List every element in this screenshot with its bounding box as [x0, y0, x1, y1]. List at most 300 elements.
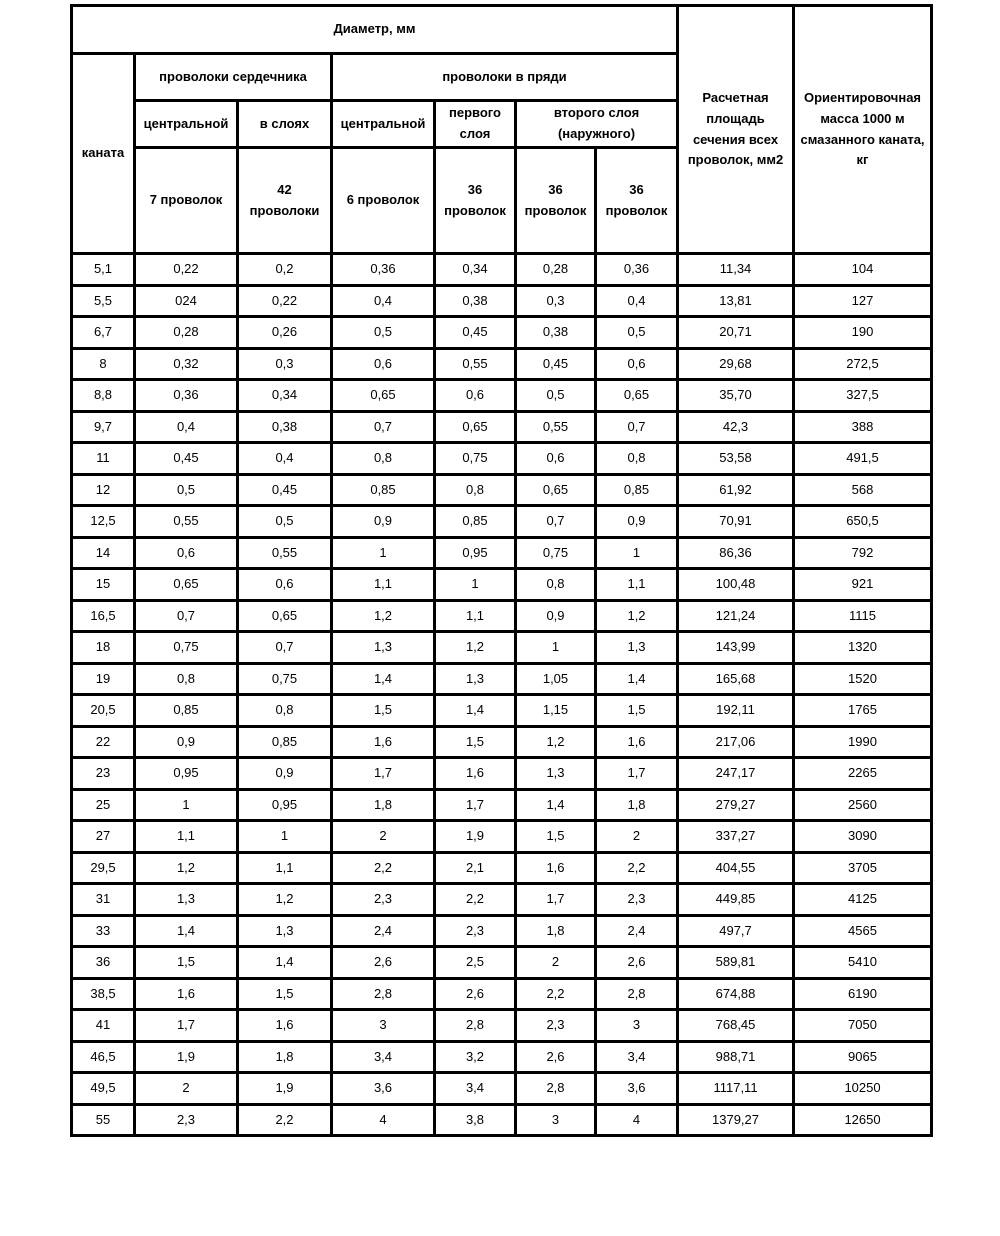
value-cell: 143,99	[678, 632, 794, 664]
value-cell: 449,85	[678, 884, 794, 916]
value-cell: 0,8	[332, 443, 435, 475]
value-cell: 1,6	[238, 1010, 332, 1042]
value-cell: 1,5	[596, 695, 678, 727]
value-cell: 0,65	[435, 411, 516, 443]
value-cell: 0,6	[135, 537, 238, 569]
value-cell: 1,7	[596, 758, 678, 790]
value-cell: 0,26	[238, 317, 332, 349]
value-cell: 0,8	[596, 443, 678, 475]
table-row	[72, 474, 932, 506]
value-cell: 0,6	[516, 443, 596, 475]
rope-diameter-cell: 31	[72, 884, 135, 916]
value-cell: 2	[332, 821, 435, 853]
value-cell: 100,48	[678, 569, 794, 601]
value-cell: 2,1	[435, 852, 516, 884]
value-cell: 0,9	[238, 758, 332, 790]
value-cell: 0,95	[435, 537, 516, 569]
value-cell: 2,4	[332, 915, 435, 947]
value-cell: 0,65	[238, 600, 332, 632]
header-core-central: центральной	[135, 101, 238, 148]
value-cell: 1,7	[135, 1010, 238, 1042]
header-strand-first-layer: первого слоя	[435, 101, 516, 148]
value-cell: 11,34	[678, 254, 794, 286]
value-cell: 4565	[794, 915, 932, 947]
value-cell: 2,2	[516, 978, 596, 1010]
rope-diameter-cell: 23	[72, 758, 135, 790]
value-cell: 568	[794, 474, 932, 506]
value-cell: 0,4	[238, 443, 332, 475]
value-cell: 1	[435, 569, 516, 601]
header-core-central-count: 7 проволок	[135, 148, 238, 254]
value-cell: 1,2	[332, 600, 435, 632]
value-cell: 1,5	[516, 821, 596, 853]
header-diameter-group: Диаметр, мм	[72, 6, 678, 54]
rope-diameter-cell: 33	[72, 915, 135, 947]
value-cell: 192,11	[678, 695, 794, 727]
table-row	[72, 632, 932, 664]
value-cell: 589,81	[678, 947, 794, 979]
value-cell: 1379,27	[678, 1104, 794, 1136]
value-cell: 1,3	[332, 632, 435, 664]
value-cell: 10250	[794, 1073, 932, 1105]
value-cell: 1,9	[135, 1041, 238, 1073]
value-cell: 0,7	[135, 600, 238, 632]
value-cell: 0,9	[135, 726, 238, 758]
value-cell: 0,8	[135, 663, 238, 695]
value-cell: 2,2	[596, 852, 678, 884]
value-cell: 2,8	[516, 1073, 596, 1105]
value-cell: 70,91	[678, 506, 794, 538]
value-cell: 2,2	[435, 884, 516, 916]
value-cell: 0,6	[238, 569, 332, 601]
value-cell: 491,5	[794, 443, 932, 475]
table-row	[72, 380, 932, 412]
value-cell: 404,55	[678, 852, 794, 884]
rope-diameter-cell: 19	[72, 663, 135, 695]
value-cell: 2265	[794, 758, 932, 790]
value-cell: 0,5	[238, 506, 332, 538]
value-cell: 6190	[794, 978, 932, 1010]
value-cell: 3	[596, 1010, 678, 1042]
value-cell: 2,8	[435, 1010, 516, 1042]
value-cell: 1,5	[238, 978, 332, 1010]
rope-diameter-cell: 18	[72, 632, 135, 664]
value-cell: 0,5	[332, 317, 435, 349]
rope-diameter-cell: 25	[72, 789, 135, 821]
table-row	[72, 947, 932, 979]
value-cell: 0,6	[596, 348, 678, 380]
table-row	[72, 443, 932, 475]
value-cell: 921	[794, 569, 932, 601]
value-cell: 4125	[794, 884, 932, 916]
value-cell: 0,34	[238, 380, 332, 412]
value-cell: 0,4	[135, 411, 238, 443]
value-cell: 1,1	[332, 569, 435, 601]
value-cell: 0,36	[135, 380, 238, 412]
value-cell: 0,36	[596, 254, 678, 286]
value-cell: 2,6	[516, 1041, 596, 1073]
rope-diameter-cell: 11	[72, 443, 135, 475]
table-row	[72, 695, 932, 727]
value-cell: 337,27	[678, 821, 794, 853]
value-cell: 1,3	[596, 632, 678, 664]
header-rope: каната	[72, 54, 135, 254]
value-cell: 1117,11	[678, 1073, 794, 1105]
value-cell: 3	[332, 1010, 435, 1042]
table-row	[72, 348, 932, 380]
table-row	[72, 884, 932, 916]
value-cell: 024	[135, 285, 238, 317]
value-cell: 53,58	[678, 443, 794, 475]
value-cell: 0,4	[596, 285, 678, 317]
rope-diameter-cell: 8	[72, 348, 135, 380]
value-cell: 0,45	[435, 317, 516, 349]
value-cell: 1115	[794, 600, 932, 632]
value-cell: 1,4	[435, 695, 516, 727]
value-cell: 5410	[794, 947, 932, 979]
value-cell: 1,4	[135, 915, 238, 947]
value-cell: 0,36	[332, 254, 435, 286]
value-cell: 2,6	[332, 947, 435, 979]
value-cell: 0,9	[596, 506, 678, 538]
value-cell: 3,4	[332, 1041, 435, 1073]
value-cell: 61,92	[678, 474, 794, 506]
table-row	[72, 254, 932, 286]
value-cell: 0,85	[435, 506, 516, 538]
table-row	[72, 285, 932, 317]
value-cell: 0,32	[135, 348, 238, 380]
value-cell: 0,34	[435, 254, 516, 286]
value-cell: 1,3	[238, 915, 332, 947]
rope-diameter-cell: 38,5	[72, 978, 135, 1010]
value-cell: 0,75	[135, 632, 238, 664]
value-cell: 1	[238, 821, 332, 853]
value-cell: 1,6	[135, 978, 238, 1010]
value-cell: 3,2	[435, 1041, 516, 1073]
value-cell: 0,65	[332, 380, 435, 412]
header-core-in-layers-count: 42 проволоки	[238, 148, 332, 254]
value-cell: 0,7	[238, 632, 332, 664]
header-core-wires-group: проволоки сердечника	[135, 54, 332, 101]
value-cell: 1,4	[596, 663, 678, 695]
value-cell: 0,85	[238, 726, 332, 758]
value-cell: 388	[794, 411, 932, 443]
value-cell: 0,45	[135, 443, 238, 475]
value-cell: 7050	[794, 1010, 932, 1042]
value-cell: 3705	[794, 852, 932, 884]
table-body	[72, 254, 932, 1136]
value-cell: 0,55	[435, 348, 516, 380]
value-cell: 650,5	[794, 506, 932, 538]
value-cell: 0,6	[332, 348, 435, 380]
value-cell: 674,88	[678, 978, 794, 1010]
value-cell: 3,4	[435, 1073, 516, 1105]
value-cell: 2,3	[435, 915, 516, 947]
value-cell: 121,24	[678, 600, 794, 632]
value-cell: 1,6	[596, 726, 678, 758]
value-cell: 1,5	[135, 947, 238, 979]
value-cell: 1,8	[332, 789, 435, 821]
value-cell: 0,55	[516, 411, 596, 443]
value-cell: 0,75	[435, 443, 516, 475]
value-cell: 1,3	[435, 663, 516, 695]
value-cell: 20,71	[678, 317, 794, 349]
value-cell: 0,9	[516, 600, 596, 632]
value-cell: 2,6	[596, 947, 678, 979]
rope-diameter-cell: 9,7	[72, 411, 135, 443]
table-row	[72, 978, 932, 1010]
rope-diameter-cell: 16,5	[72, 600, 135, 632]
rope-diameter-cell: 36	[72, 947, 135, 979]
value-cell: 0,85	[596, 474, 678, 506]
value-cell: 0,38	[435, 285, 516, 317]
value-cell: 0,45	[238, 474, 332, 506]
value-cell: 2,6	[435, 978, 516, 1010]
value-cell: 279,27	[678, 789, 794, 821]
rope-diameter-cell: 55	[72, 1104, 135, 1136]
value-cell: 190	[794, 317, 932, 349]
value-cell: 4	[596, 1104, 678, 1136]
value-cell: 3,6	[596, 1073, 678, 1105]
table-row	[72, 1010, 932, 1042]
value-cell: 9065	[794, 1041, 932, 1073]
value-cell: 1,7	[435, 789, 516, 821]
value-cell: 0,6	[435, 380, 516, 412]
value-cell: 0,75	[516, 537, 596, 569]
value-cell: 0,85	[135, 695, 238, 727]
value-cell: 1,8	[238, 1041, 332, 1073]
value-cell: 3	[516, 1104, 596, 1136]
value-cell: 1,9	[435, 821, 516, 853]
value-cell: 1,4	[332, 663, 435, 695]
value-cell: 1765	[794, 695, 932, 727]
value-cell: 127	[794, 285, 932, 317]
table-row	[72, 1104, 932, 1136]
value-cell: 0,8	[238, 695, 332, 727]
value-cell: 35,70	[678, 380, 794, 412]
value-cell: 1,1	[238, 852, 332, 884]
value-cell: 165,68	[678, 663, 794, 695]
value-cell: 0,5	[516, 380, 596, 412]
value-cell: 1,4	[238, 947, 332, 979]
value-cell: 2,8	[596, 978, 678, 1010]
value-cell: 327,5	[794, 380, 932, 412]
header-strand-second-layer: второго слоя (наружного)	[516, 101, 678, 148]
value-cell: 0,75	[238, 663, 332, 695]
value-cell: 768,45	[678, 1010, 794, 1042]
value-cell: 1,2	[238, 884, 332, 916]
value-cell: 2,2	[332, 852, 435, 884]
wire-rope-spec-table	[70, 4, 933, 1137]
rope-diameter-cell: 5,1	[72, 254, 135, 286]
value-cell: 1,1	[596, 569, 678, 601]
value-cell: 2560	[794, 789, 932, 821]
rope-diameter-cell: 15	[72, 569, 135, 601]
value-cell: 0,5	[135, 474, 238, 506]
value-cell: 86,36	[678, 537, 794, 569]
value-cell: 2,8	[332, 978, 435, 1010]
value-cell: 0,55	[135, 506, 238, 538]
rope-diameter-cell: 49,5	[72, 1073, 135, 1105]
value-cell: 104	[794, 254, 932, 286]
value-cell: 0,95	[135, 758, 238, 790]
table-row	[72, 758, 932, 790]
value-cell: 0,22	[135, 254, 238, 286]
value-cell: 1,3	[516, 758, 596, 790]
value-cell: 2,2	[238, 1104, 332, 1136]
header-mass: Ориентировочная масса 1000 м смазанного каната, кг	[794, 6, 932, 254]
value-cell: 1,3	[135, 884, 238, 916]
value-cell: 3,8	[435, 1104, 516, 1136]
value-cell: 1,2	[596, 600, 678, 632]
value-cell: 3,6	[332, 1073, 435, 1105]
value-cell: 1	[596, 537, 678, 569]
table-row	[72, 1041, 932, 1073]
table-row	[72, 537, 932, 569]
value-cell: 1	[516, 632, 596, 664]
value-cell: 1,2	[516, 726, 596, 758]
header-section-area: Расчетная площадь сечения всех проволок, мм2	[678, 6, 794, 254]
value-cell: 2,3	[332, 884, 435, 916]
value-cell: 1,6	[516, 852, 596, 884]
header-strand-second-layer-count-a: 36 проволок	[516, 148, 596, 254]
value-cell: 0,28	[135, 317, 238, 349]
value-cell: 0,95	[238, 789, 332, 821]
value-cell: 1,05	[516, 663, 596, 695]
rope-diameter-cell: 41	[72, 1010, 135, 1042]
value-cell: 0,5	[596, 317, 678, 349]
value-cell: 0,38	[238, 411, 332, 443]
table-row	[72, 411, 932, 443]
value-cell: 0,3	[238, 348, 332, 380]
rope-diameter-cell: 12,5	[72, 506, 135, 538]
value-cell: 4	[332, 1104, 435, 1136]
value-cell: 1,7	[332, 758, 435, 790]
value-cell: 1,5	[435, 726, 516, 758]
value-cell: 497,7	[678, 915, 794, 947]
value-cell: 1,4	[516, 789, 596, 821]
value-cell: 0,2	[238, 254, 332, 286]
value-cell: 0,9	[332, 506, 435, 538]
value-cell: 42,3	[678, 411, 794, 443]
rope-diameter-cell: 29,5	[72, 852, 135, 884]
value-cell: 0,65	[596, 380, 678, 412]
table-row	[72, 821, 932, 853]
value-cell: 1,2	[435, 632, 516, 664]
value-cell: 2	[596, 821, 678, 853]
header-strand-central: центральной	[332, 101, 435, 148]
rope-diameter-cell: 22	[72, 726, 135, 758]
value-cell: 1,8	[516, 915, 596, 947]
rope-diameter-cell: 6,7	[72, 317, 135, 349]
rope-diameter-cell: 27	[72, 821, 135, 853]
value-cell: 0,8	[435, 474, 516, 506]
value-cell: 1320	[794, 632, 932, 664]
value-cell: 0,8	[516, 569, 596, 601]
value-cell: 13,81	[678, 285, 794, 317]
value-cell: 0,55	[238, 537, 332, 569]
header-strand-central-count: 6 проволок	[332, 148, 435, 254]
value-cell: 2,3	[516, 1010, 596, 1042]
value-cell: 2	[135, 1073, 238, 1105]
value-cell: 29,68	[678, 348, 794, 380]
header-row-1	[72, 6, 932, 54]
value-cell: 0,4	[332, 285, 435, 317]
value-cell: 272,5	[794, 348, 932, 380]
header-strand-first-layer-count: 36 проволок	[435, 148, 516, 254]
value-cell: 0,45	[516, 348, 596, 380]
value-cell: 3090	[794, 821, 932, 853]
value-cell: 2,3	[135, 1104, 238, 1136]
value-cell: 2,4	[596, 915, 678, 947]
value-cell: 0,85	[332, 474, 435, 506]
value-cell: 247,17	[678, 758, 794, 790]
value-cell: 3,4	[596, 1041, 678, 1073]
value-cell: 12650	[794, 1104, 932, 1136]
value-cell: 792	[794, 537, 932, 569]
table-row	[72, 569, 932, 601]
value-cell: 1,1	[135, 821, 238, 853]
value-cell: 0,22	[238, 285, 332, 317]
value-cell: 0,28	[516, 254, 596, 286]
value-cell: 0,65	[135, 569, 238, 601]
table-row	[72, 506, 932, 538]
value-cell: 0,7	[332, 411, 435, 443]
value-cell: 1,8	[596, 789, 678, 821]
rope-diameter-cell: 8,8	[72, 380, 135, 412]
value-cell: 1,5	[332, 695, 435, 727]
table-row	[72, 663, 932, 695]
table-row	[72, 726, 932, 758]
value-cell: 0,3	[516, 285, 596, 317]
value-cell: 1	[135, 789, 238, 821]
rope-diameter-cell: 46,5	[72, 1041, 135, 1073]
value-cell: 1,15	[516, 695, 596, 727]
rope-diameter-cell: 20,5	[72, 695, 135, 727]
value-cell: 1	[332, 537, 435, 569]
value-cell: 0,7	[516, 506, 596, 538]
header-core-in-layers: в слоях	[238, 101, 332, 148]
value-cell: 0,7	[596, 411, 678, 443]
table-row	[72, 852, 932, 884]
value-cell: 1,6	[332, 726, 435, 758]
value-cell: 1,2	[135, 852, 238, 884]
table-row	[72, 317, 932, 349]
value-cell: 0,38	[516, 317, 596, 349]
table-row	[72, 789, 932, 821]
rope-diameter-cell: 12	[72, 474, 135, 506]
header-strand-wires-group: проволоки в пряди	[332, 54, 678, 101]
value-cell: 2	[516, 947, 596, 979]
header-strand-second-layer-count-b: 36 проволок	[596, 148, 678, 254]
value-cell: 1,7	[516, 884, 596, 916]
table-header	[72, 6, 932, 254]
value-cell: 988,71	[678, 1041, 794, 1073]
value-cell: 1,1	[435, 600, 516, 632]
value-cell: 1,9	[238, 1073, 332, 1105]
rope-diameter-cell: 5,5	[72, 285, 135, 317]
value-cell: 0,65	[516, 474, 596, 506]
table-row	[72, 1073, 932, 1105]
table-row	[72, 915, 932, 947]
value-cell: 1520	[794, 663, 932, 695]
rope-diameter-cell: 14	[72, 537, 135, 569]
value-cell: 2,3	[596, 884, 678, 916]
value-cell: 1990	[794, 726, 932, 758]
value-cell: 2,5	[435, 947, 516, 979]
value-cell: 1,6	[435, 758, 516, 790]
table-row	[72, 600, 932, 632]
